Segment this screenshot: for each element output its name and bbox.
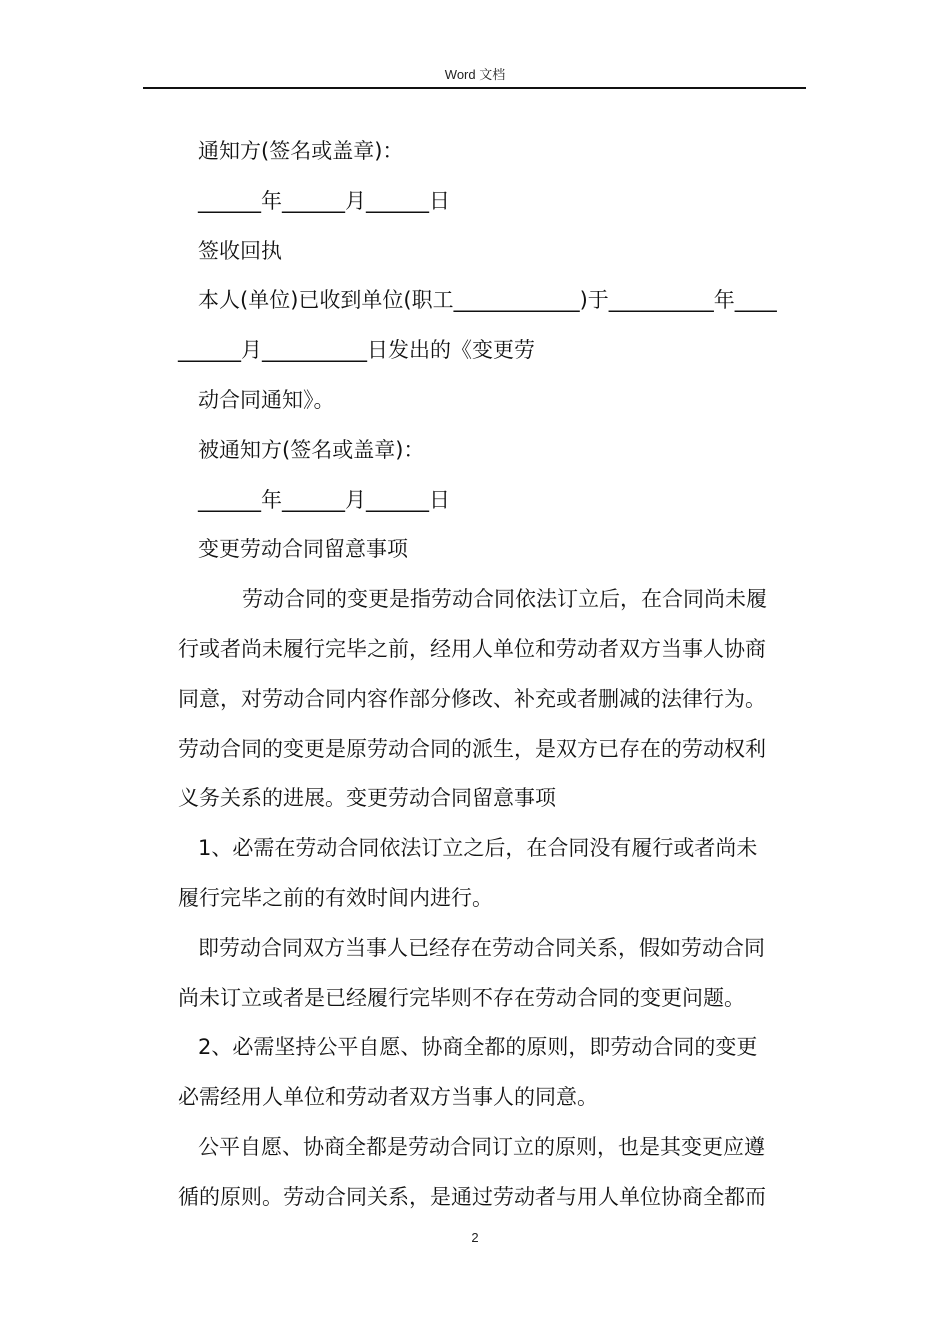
page-number: 2: [471, 1230, 479, 1245]
section-heading: 变更劳动合同留意事项: [198, 537, 408, 562]
paragraph-line: 1、必需在劳动合同依法订立之后，在合同没有履行或者尚未: [198, 836, 758, 861]
receipt-text-line: ______月__________日发出的《变更劳: [178, 338, 535, 363]
date-blank-line: ______年______月______日: [198, 188, 450, 213]
paragraph-line: 尚未订立或者是已经履行完毕则不存在劳动合同的变更问题。: [178, 985, 745, 1010]
receipt-text-line: 动合同通知》。: [198, 387, 335, 412]
notified-signature-line: 被通知方(签名或盖章)：: [198, 437, 425, 462]
paragraph-line: 即劳动合同双方当事人已经存在劳动合同关系，假如劳动合同: [198, 935, 765, 960]
paragraph-line: 公平自愿、协商全都是劳动合同订立的原则，也是其变更应遵: [198, 1134, 765, 1159]
header-divider: [143, 87, 806, 89]
paragraph-line: 劳动合同的变更是原劳动合同的派生，是双方已存在的劳动权利: [178, 736, 766, 761]
paragraph-line: 循的原则。劳动合同关系，是通过劳动者与用人单位协商全都而: [178, 1184, 766, 1209]
page-header: Word 文档: [444, 67, 506, 82]
document-body: [178, 127, 806, 1223]
receipt-text-line: 本人(单位)已收到单位(职工____________)于__________年____: [198, 288, 777, 313]
paragraph-line: 同意，对劳动合同内容作部分修改、补充或者删减的法律行为。: [178, 686, 766, 711]
paragraph-line: 必需经用人单位和劳动者双方当事人的同意。: [178, 1085, 598, 1110]
date-blank-line: ______年______月______日: [198, 487, 450, 512]
notifier-signature-line: 通知方(签名或盖章)：: [198, 139, 404, 163]
paragraph-line: 行或者尚未履行完毕之前，经用人单位和劳动者双方当事人协商: [178, 636, 766, 661]
paragraph-line: 劳动合同的变更是指劳动合同依法订立后，在合同尚未履: [242, 587, 767, 612]
paragraph-line: 义务关系的进展。变更劳动合同留意事项: [178, 786, 556, 811]
paragraph-line: 2、必需坚持公平自愿、协商全都的原则，即劳动合同的变更: [198, 1035, 758, 1060]
paragraph-line: 履行完毕之前的有效时间内进行。: [178, 885, 493, 910]
receipt-heading: 签收回执: [198, 238, 282, 263]
